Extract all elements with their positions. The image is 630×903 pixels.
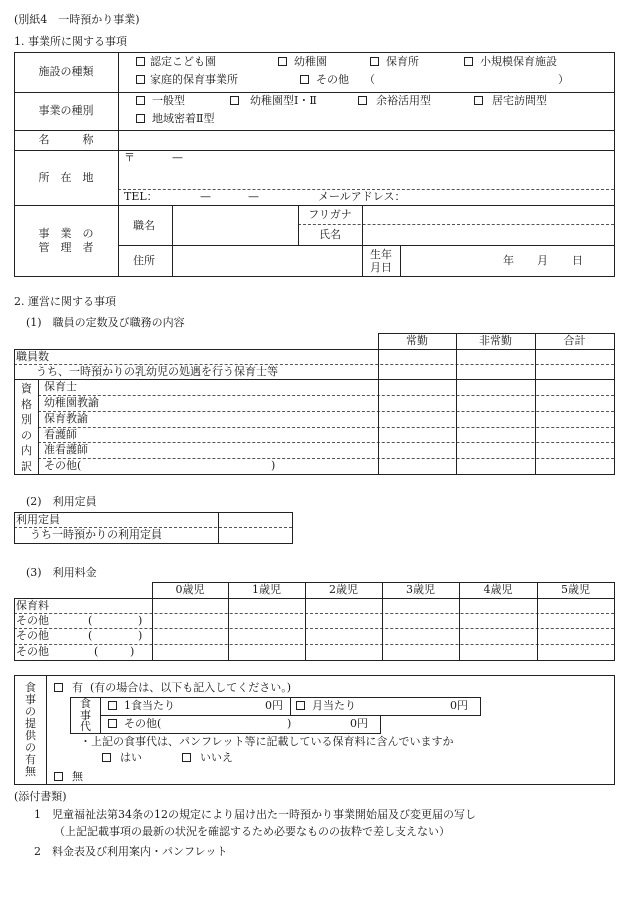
row-label-other-fee: その他 [16, 629, 49, 642]
attachment-number: 1 [34, 808, 41, 821]
birthdate-label-line2: 月日 [370, 260, 392, 274]
paren-close: ) [138, 629, 143, 642]
section2-heading: 2. 運営に関する事項 [14, 295, 116, 308]
table-rule [14, 675, 15, 784]
furigana-label: フリガナ [308, 207, 352, 221]
staff-count-cell[interactable] [379, 412, 456, 427]
month-label: 月 [537, 254, 548, 267]
fee-cell[interactable] [306, 645, 382, 660]
location-label: 所 在 地 [38, 170, 94, 184]
temporary-capacity-field[interactable] [219, 528, 292, 543]
table-rule [14, 276, 615, 277]
fee-cell[interactable] [538, 599, 614, 613]
row-label-temporary-capacity: うち一時預かりの利用定員 [30, 528, 162, 541]
manager-label [14, 205, 118, 276]
postal-mark: 〒 [124, 151, 135, 164]
included-yes-label: はい [120, 751, 142, 764]
checkbox-meals-yes[interactable] [54, 683, 63, 692]
paren-close: ) [138, 614, 143, 627]
row-label-breakdown: 保育士 [44, 380, 77, 393]
table-rule [100, 715, 481, 716]
row-label-capacity: 利用定員 [16, 513, 60, 526]
meal-other-amount: 0円 [350, 717, 368, 730]
staff-count-cell[interactable] [536, 350, 614, 364]
checkbox-hoikusho[interactable] [370, 57, 379, 66]
email-label: メールアドレス： [318, 190, 406, 203]
option-ippan-label: 一般型 [152, 94, 185, 107]
paren-open: ( [88, 614, 93, 627]
postal-dash: — [172, 151, 183, 164]
row-label-other-fee: その他 [16, 614, 49, 627]
table-rule [118, 52, 119, 276]
option-yoyu-label: 余裕活用型 [376, 94, 431, 107]
breakdown-label: 資格別の内訳 [21, 382, 32, 473]
meals-no-label: 無 [72, 770, 83, 783]
manager-name-field[interactable] [363, 225, 614, 245]
fee-cell[interactable] [460, 614, 537, 628]
fee-cell[interactable] [153, 629, 228, 644]
checkbox-katei[interactable] [136, 75, 145, 84]
option-youchien-label: 幼稚園 [294, 55, 327, 68]
option-facility-other-label: その他 [316, 73, 349, 86]
fee-cell[interactable] [383, 629, 459, 644]
table-rule [14, 598, 15, 660]
fees-heading: (3) 利用料金 [26, 566, 97, 579]
paren-close: ) [130, 645, 135, 658]
section1-heading: 1. 事業所に関する事項 [14, 35, 127, 48]
staff-count-cell[interactable] [457, 396, 535, 411]
manager-address-field[interactable] [173, 246, 362, 276]
staff-heading: (1) 職員の定数及び職務の内容 [26, 316, 185, 329]
table-rule [14, 474, 615, 475]
option-kyotaku-label: 居宅訪問型 [492, 94, 547, 107]
meal-other-field[interactable] [164, 717, 284, 732]
staff-count-cell[interactable] [457, 412, 535, 427]
attachment-note: （上記記載事項の最新の状況を確認するため必要なものの抜粋で差し支えない） [54, 825, 450, 838]
staff-count-cell[interactable] [536, 396, 614, 411]
fee-cell[interactable] [306, 614, 382, 628]
staff-count-cell[interactable] [457, 443, 535, 458]
attachment-item: 児童福祉法第34条の12の規定により届け出た一時預かり事業開始届及び変更届の写し [52, 808, 476, 821]
option-hoikusho-label: 保育所 [386, 55, 419, 68]
table-rule [292, 512, 293, 543]
table-rule [614, 675, 615, 785]
column-header-fulltime: 常勤 [406, 334, 428, 347]
checkbox-meals-no[interactable] [54, 772, 63, 781]
staff-count-cell[interactable] [457, 428, 535, 442]
tel-dash: — [248, 190, 259, 203]
facility-other-field[interactable] [378, 73, 556, 87]
fee-cell[interactable] [383, 599, 459, 613]
facility-name-field[interactable] [119, 131, 614, 150]
fee-cell[interactable] [229, 614, 305, 628]
document-title: (別紙4 一時預かり事業) [14, 13, 140, 26]
table-rule [14, 660, 615, 661]
paren-open: （ [364, 73, 375, 86]
staff-count-cell[interactable] [536, 365, 614, 379]
fee-cell[interactable] [383, 614, 459, 628]
per-month-amount: 0円 [450, 699, 468, 712]
facility-name-label: 名 称 [38, 133, 94, 146]
table-rule [38, 379, 39, 474]
fee-cell[interactable] [383, 645, 459, 660]
staff-count-cell[interactable] [536, 443, 614, 458]
checkbox-included-no[interactable] [182, 753, 191, 762]
staff-count-cell[interactable] [379, 443, 456, 458]
table-rule [614, 582, 615, 661]
option-youchien-type-label: 幼稚園型Ⅰ・Ⅱ [250, 94, 317, 107]
paren-open: ( [88, 629, 93, 642]
staff-count-cell[interactable] [379, 365, 456, 379]
tel-dash: — [200, 190, 211, 203]
column-header-total: 合計 [563, 334, 586, 347]
tel-label: TEL： [124, 190, 158, 203]
checkbox-per-month[interactable] [296, 701, 305, 710]
meals-label: 食事の提供の有無 [25, 681, 36, 778]
paren-close: ) [271, 459, 276, 472]
checkbox-kyotaku[interactable] [474, 96, 483, 105]
table-rule [290, 697, 291, 715]
fee-cell[interactable] [460, 645, 537, 660]
fee-cell[interactable] [153, 645, 228, 660]
day-label: 日 [572, 254, 583, 267]
fee-cell[interactable] [538, 614, 614, 628]
column-header-age0: 0歳児 [175, 583, 205, 596]
fee-cell[interactable] [538, 629, 614, 644]
checkbox-chiiki[interactable] [136, 114, 145, 123]
staff-count-cell[interactable] [457, 459, 535, 474]
capacity-field[interactable] [219, 513, 292, 527]
checkbox-shokibo[interactable] [464, 57, 473, 66]
row-label-nursery-staff: うち、一時預かりの乳幼児の処遇を行う保育士等 [36, 365, 278, 378]
job-title-field[interactable] [173, 206, 298, 245]
table-rule [614, 333, 615, 475]
checkbox-included-yes[interactable] [102, 753, 111, 762]
row-label-tuition: 保育料 [16, 599, 49, 612]
table-rule [14, 784, 615, 785]
business-type-label: 事業の種別 [38, 104, 94, 117]
checkbox-meal-other[interactable] [108, 719, 117, 728]
staff-count-cell[interactable] [536, 459, 614, 474]
staff-count-cell[interactable] [536, 412, 614, 427]
column-header-age1: 1歳児 [252, 583, 281, 596]
checkbox-youchien[interactable] [278, 57, 287, 66]
attachment-item: 料金表及び利用案内・パンフレット [52, 845, 228, 858]
fee-cell[interactable] [306, 629, 382, 644]
fee-cell[interactable] [229, 599, 305, 613]
checkbox-nintei[interactable] [136, 57, 145, 66]
row-label-breakdown: 幼稚園教諭 [44, 396, 99, 409]
birthdate-label-line1: 生年 [370, 247, 392, 261]
postal-code-field[interactable] [136, 151, 256, 167]
paren-close: ) [287, 717, 292, 730]
year-label: 年 [503, 254, 514, 267]
tel-field[interactable] [152, 190, 312, 205]
option-nintei-label: 認定こども園 [150, 55, 216, 68]
table-rule [14, 543, 293, 544]
furigana-field[interactable] [363, 206, 614, 224]
staff-count-cell[interactable] [457, 380, 535, 395]
staff-count-cell[interactable] [379, 396, 456, 411]
address-field[interactable] [119, 168, 614, 188]
table-rule [70, 697, 481, 698]
manager-label-line1: 事 業 の [38, 226, 94, 240]
attachment-number: 2 [34, 845, 41, 858]
table-rule [480, 697, 481, 716]
table-rule [380, 715, 381, 734]
meals-yes-note: (有の場合は、以下も記入してください。) [90, 681, 292, 694]
capacity-heading: (2) 利用定員 [26, 495, 97, 508]
email-field[interactable] [410, 190, 614, 205]
facility-type-label: 施設の種類 [38, 65, 94, 78]
staff-count-cell[interactable] [457, 365, 535, 379]
option-shokibo-label: 小規模保育施設 [480, 55, 557, 68]
staff-count-cell[interactable] [379, 380, 456, 395]
manager-name-label: 氏名 [319, 227, 341, 241]
column-header-parttime: 非常勤 [479, 334, 512, 347]
staff-count-cell[interactable] [379, 350, 456, 364]
option-chiiki-label: 地域密着Ⅱ型 [152, 112, 215, 125]
row-label-other-fee: その他 [16, 645, 49, 658]
fee-cell[interactable] [229, 645, 305, 660]
meals-yes-label: 有 [72, 681, 83, 694]
staff-count-cell[interactable] [379, 428, 456, 442]
row-label-staff-total: 職員数 [16, 350, 49, 363]
fee-cell[interactable] [229, 629, 305, 644]
checkbox-yoyu[interactable] [358, 96, 367, 105]
per-meal-label: 1食当たり [124, 699, 175, 712]
fee-cell[interactable] [460, 629, 537, 644]
fee-cell[interactable] [306, 599, 382, 613]
column-header-age2: 2歳児 [329, 583, 358, 596]
job-title-label: 職名 [133, 219, 155, 232]
per-meal-amount-field[interactable] [182, 699, 264, 714]
staff-count-cell[interactable] [536, 428, 614, 442]
per-month-amount-field[interactable] [360, 699, 448, 714]
column-header-age4: 4歳児 [483, 583, 513, 596]
fee-cell[interactable] [460, 599, 537, 613]
fee-cell[interactable] [153, 614, 228, 628]
checkbox-per-meal[interactable] [108, 701, 117, 710]
table-rule [70, 697, 71, 733]
table-rule [614, 52, 615, 277]
meal-other-label: その他( [124, 717, 162, 730]
table-rule [14, 512, 15, 543]
column-header-age3: 3歳児 [406, 583, 435, 596]
table-rule [14, 675, 615, 676]
table-rule [70, 733, 381, 734]
checkbox-youchien-type[interactable] [230, 96, 239, 105]
attachments-heading: (添付書類) [14, 790, 67, 803]
row-label-breakdown: その他( [44, 459, 82, 472]
meal-cost-label: 食事代 [80, 697, 91, 733]
option-katei-label: 家庭的保育事業所 [150, 73, 238, 86]
breakdown-other-field[interactable] [84, 459, 268, 473]
checkbox-facility-other[interactable] [300, 75, 309, 84]
per-meal-amount: 0円 [265, 699, 283, 712]
included-no-label: いいえ [200, 751, 233, 764]
staff-count-cell[interactable] [457, 350, 535, 364]
staff-count-cell[interactable] [536, 380, 614, 395]
row-label-breakdown: 准看護師 [44, 443, 88, 456]
staff-count-cell[interactable] [379, 459, 456, 474]
manager-address-label: 住所 [133, 254, 155, 267]
per-month-label: 月当たり [312, 699, 356, 712]
column-header-age5: 5歳児 [561, 583, 590, 596]
paren-open: ( [94, 645, 99, 658]
checkbox-ippan[interactable] [136, 96, 145, 105]
row-label-breakdown: 看護師 [44, 428, 77, 441]
meal-included-question: ・上記の食事代は、パンフレット等に記載している保育料に含んでいますか [80, 735, 454, 748]
fee-cell[interactable] [153, 599, 228, 613]
row-label-breakdown: 保育教諭 [44, 412, 88, 425]
birthdate-label [362, 245, 400, 276]
table-rule [100, 697, 101, 733]
fee-cell[interactable] [538, 645, 614, 660]
table-rule [46, 675, 47, 784]
manager-label-line2: 管 理 者 [38, 240, 94, 254]
paren-close: ） [558, 73, 569, 86]
table-rule [14, 349, 15, 475]
